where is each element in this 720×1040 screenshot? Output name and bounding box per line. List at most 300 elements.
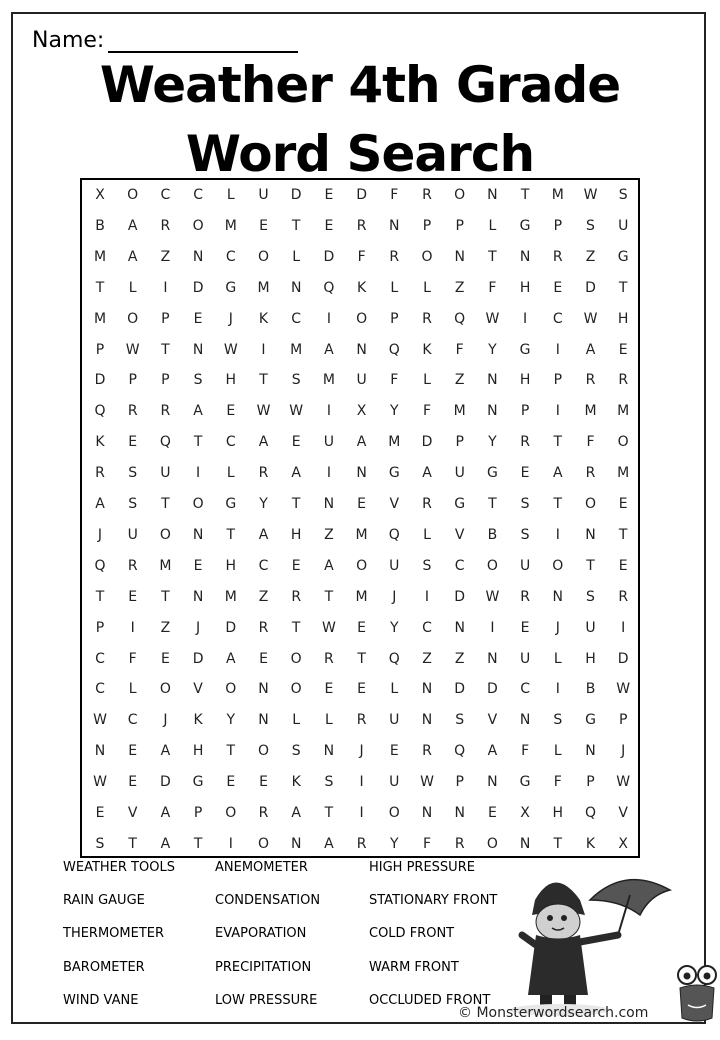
grid-letter[interactable]: R xyxy=(422,496,432,512)
grid-letter[interactable]: T xyxy=(226,526,236,543)
grid-letter[interactable]: L xyxy=(553,650,562,667)
grid-letter[interactable]: S xyxy=(455,712,465,729)
grid-letter[interactable]: N xyxy=(421,712,433,729)
grid-letter[interactable]: O xyxy=(617,434,629,451)
grid-letter[interactable]: A xyxy=(585,341,596,358)
grid-letter[interactable]: C xyxy=(552,310,563,327)
grid-letter[interactable]: A xyxy=(324,341,334,358)
grid-letter[interactable]: E xyxy=(618,341,628,358)
grid-letter[interactable]: E xyxy=(128,743,138,760)
grid-letter[interactable]: L xyxy=(226,465,235,482)
grid-letter[interactable]: T xyxy=(618,279,628,296)
grid-letter[interactable]: T xyxy=(95,279,105,296)
grid-letter[interactable]: U xyxy=(454,465,465,482)
grid-letter[interactable]: P xyxy=(553,372,563,389)
grid-letter[interactable]: U xyxy=(356,372,367,389)
grid-letter[interactable]: E xyxy=(357,619,367,636)
grid-letter[interactable]: A xyxy=(193,403,203,420)
grid-letter[interactable]: I xyxy=(326,465,331,482)
grid-letter[interactable]: H xyxy=(225,372,237,389)
grid-letter[interactable]: E xyxy=(193,310,203,327)
grid-letter[interactable]: G xyxy=(192,774,204,791)
grid-letter[interactable]: I xyxy=(130,619,135,636)
grid-letter[interactable]: K xyxy=(291,774,301,791)
grid-letter[interactable]: C xyxy=(95,681,105,698)
grid-letter[interactable]: P xyxy=(455,434,464,451)
grid-letter[interactable]: K xyxy=(193,712,203,729)
grid-letter[interactable]: N xyxy=(389,217,400,234)
grid-letter[interactable]: E xyxy=(259,774,268,791)
grid-letter[interactable]: N xyxy=(519,712,531,729)
grid-letter[interactable]: M xyxy=(257,279,270,296)
grid-letter[interactable]: S xyxy=(291,743,301,760)
grid-letter[interactable]: E xyxy=(357,496,367,512)
grid-letter[interactable]: R xyxy=(389,248,400,265)
grid-letter[interactable]: Q xyxy=(323,279,335,296)
grid-letter[interactable]: L xyxy=(488,217,497,234)
grid-letter[interactable]: S xyxy=(520,496,530,512)
grid-letter[interactable]: E xyxy=(259,217,268,234)
grid-letter[interactable]: J xyxy=(228,310,233,327)
grid-letter[interactable]: Z xyxy=(422,650,432,667)
grid-letter[interactable]: Q xyxy=(388,526,400,543)
grid-letter[interactable]: Y xyxy=(259,496,268,512)
grid-letter[interactable]: H xyxy=(290,526,302,543)
grid-letter[interactable]: Z xyxy=(454,279,465,296)
grid-letter[interactable]: D xyxy=(192,650,204,667)
grid-letter[interactable]: R xyxy=(258,465,269,482)
grid-letter[interactable]: N xyxy=(487,403,498,420)
grid-letter[interactable]: N xyxy=(94,743,106,760)
grid-letter[interactable]: O xyxy=(225,681,237,698)
grid-letter[interactable]: N xyxy=(192,341,204,358)
grid-letter[interactable]: V xyxy=(454,526,465,543)
grid-letter[interactable]: P xyxy=(390,310,399,327)
grid-letter[interactable]: N xyxy=(454,248,465,265)
grid-letter[interactable]: R xyxy=(520,434,530,451)
grid-letter[interactable]: J xyxy=(621,743,626,760)
grid-letter[interactable]: R xyxy=(356,217,367,234)
grid-letter[interactable]: R xyxy=(127,403,138,420)
grid-letter[interactable]: D xyxy=(323,248,335,265)
grid-letter[interactable]: F xyxy=(553,774,562,791)
grid-letter[interactable]: M xyxy=(355,588,368,605)
grid-letter[interactable]: A xyxy=(422,465,432,482)
grid-letter[interactable]: K xyxy=(357,279,367,296)
grid-letter[interactable]: L xyxy=(423,279,431,296)
grid-letter[interactable]: M xyxy=(322,372,335,389)
grid-letter[interactable]: F xyxy=(390,372,399,389)
grid-letter[interactable]: P xyxy=(128,372,137,389)
grid-letter[interactable]: T xyxy=(291,619,301,636)
grid-letter[interactable]: Q xyxy=(94,557,106,574)
grid-letter[interactable]: D xyxy=(94,372,106,389)
grid-letter[interactable]: L xyxy=(390,681,399,698)
grid-letter[interactable]: N xyxy=(487,372,498,389)
grid-letter[interactable]: N xyxy=(454,619,465,636)
grid-letter[interactable]: T xyxy=(161,588,170,605)
grid-letter[interactable]: D xyxy=(225,619,237,636)
grid-letter[interactable]: O xyxy=(257,743,270,760)
grid-letter[interactable]: O xyxy=(257,835,270,852)
grid-letter[interactable]: O xyxy=(127,187,139,203)
grid-letter[interactable]: R xyxy=(520,588,530,605)
grid-letter[interactable]: O xyxy=(159,681,171,698)
grid-letter[interactable]: E xyxy=(520,465,530,482)
grid-letter[interactable]: N xyxy=(421,681,433,698)
grid-letter[interactable]: G xyxy=(225,279,237,296)
name-blank-line[interactable] xyxy=(108,31,298,53)
grid-letter[interactable]: E xyxy=(487,805,497,821)
grid-letter[interactable]: V xyxy=(618,805,628,821)
grid-letter[interactable]: S xyxy=(586,217,595,234)
grid-letter[interactable]: O xyxy=(356,557,368,574)
grid-letter[interactable]: W xyxy=(583,187,598,203)
grid-letter[interactable]: A xyxy=(356,434,367,451)
grid-letter[interactable]: R xyxy=(258,619,269,636)
grid-letter[interactable]: L xyxy=(226,187,235,203)
grid-letter[interactable]: R xyxy=(454,835,465,852)
grid-letter[interactable]: P xyxy=(618,712,628,729)
grid-letter[interactable]: B xyxy=(95,217,105,234)
grid-letter[interactable]: E xyxy=(160,650,170,667)
grid-letter[interactable]: O xyxy=(192,496,204,512)
grid-letter[interactable]: O xyxy=(552,557,564,574)
grid-letter[interactable]: O xyxy=(225,805,237,821)
grid-letter[interactable]: V xyxy=(487,712,498,729)
grid-letter[interactable]: Y xyxy=(390,403,399,420)
grid-letter[interactable]: T xyxy=(488,248,497,265)
grid-letter[interactable]: I xyxy=(555,403,560,420)
grid-letter[interactable]: O xyxy=(290,681,302,698)
grid-letter[interactable]: G xyxy=(617,248,629,265)
grid-letter[interactable]: I xyxy=(424,588,430,605)
grid-letter[interactable]: N xyxy=(487,187,498,203)
grid-letter[interactable]: M xyxy=(290,341,303,358)
grid-letter[interactable]: E xyxy=(226,403,236,420)
grid-letter[interactable]: R xyxy=(160,217,171,234)
grid-letter[interactable]: W xyxy=(583,310,598,327)
grid-letter[interactable]: N xyxy=(290,835,302,852)
grid-letter[interactable]: T xyxy=(291,496,301,512)
grid-letter[interactable]: L xyxy=(324,712,333,729)
grid-letter[interactable]: T xyxy=(95,588,105,605)
grid-letter[interactable]: O xyxy=(454,187,466,203)
grid-letter[interactable]: E xyxy=(291,434,301,451)
grid-letter[interactable]: I xyxy=(490,619,495,636)
grid-letter[interactable]: I xyxy=(196,465,201,482)
grid-letter[interactable]: M xyxy=(355,526,368,543)
grid-letter[interactable]: A xyxy=(127,248,138,265)
grid-letter[interactable]: A xyxy=(95,496,105,512)
grid-letter[interactable]: N xyxy=(323,496,335,512)
grid-letter[interactable]: T xyxy=(259,372,268,389)
grid-letter[interactable]: U xyxy=(389,712,400,729)
grid-letter[interactable]: E xyxy=(226,774,236,791)
grid-letter[interactable]: C xyxy=(258,557,269,574)
grid-letter[interactable]: T xyxy=(193,434,203,451)
grid-letter[interactable]: F xyxy=(422,835,432,852)
grid-letter[interactable]: Q xyxy=(454,743,466,760)
grid-letter[interactable]: A xyxy=(160,835,171,852)
grid-letter[interactable]: W xyxy=(485,310,500,327)
grid-letter[interactable]: E xyxy=(128,434,138,451)
grid-letter[interactable]: J xyxy=(555,619,560,636)
grid-letter[interactable]: W xyxy=(289,403,304,420)
grid-letter[interactable]: U xyxy=(160,465,171,482)
grid-letter[interactable]: E xyxy=(324,681,334,698)
grid-letter[interactable]: M xyxy=(159,557,172,574)
grid-letter[interactable]: H xyxy=(519,372,531,389)
grid-letter[interactable]: N xyxy=(421,805,433,821)
grid-letter[interactable]: Y xyxy=(390,619,399,636)
grid-letter[interactable]: H xyxy=(552,805,564,821)
grid-letter[interactable]: I xyxy=(261,341,266,358)
grid-letter[interactable]: A xyxy=(160,743,171,760)
grid-letter[interactable]: R xyxy=(422,187,432,203)
grid-letter[interactable]: D xyxy=(487,681,498,698)
grid-letter[interactable]: J xyxy=(163,712,168,729)
grid-letter[interactable]: C xyxy=(520,681,530,698)
grid-letter[interactable]: C xyxy=(160,187,171,203)
grid-letter[interactable]: A xyxy=(324,557,334,574)
grid-letter[interactable]: P xyxy=(553,217,563,234)
grid-letter[interactable]: Z xyxy=(454,372,465,389)
grid-letter[interactable]: P xyxy=(193,805,203,821)
grid-letter[interactable]: Z xyxy=(324,526,334,543)
grid-letter[interactable]: T xyxy=(553,496,563,512)
grid-letter[interactable]: I xyxy=(555,681,560,698)
grid-letter[interactable]: T xyxy=(291,217,301,234)
grid-letter[interactable]: X xyxy=(95,187,105,203)
grid-letter[interactable]: P xyxy=(95,619,105,636)
grid-letter[interactable]: N xyxy=(356,341,367,358)
grid-letter[interactable]: S xyxy=(553,712,563,729)
grid-letter[interactable]: R xyxy=(422,743,432,760)
grid-letter[interactable]: A xyxy=(324,835,334,852)
grid-letter[interactable]: A xyxy=(226,650,236,667)
grid-letter[interactable]: M xyxy=(617,403,630,420)
grid-letter[interactable]: I xyxy=(326,310,331,327)
grid-letter[interactable]: W xyxy=(256,403,271,420)
grid-letter[interactable]: N xyxy=(356,465,367,482)
grid-letter[interactable]: T xyxy=(193,835,203,852)
grid-letter[interactable]: A xyxy=(127,217,138,234)
grid-letter[interactable]: E xyxy=(259,650,268,667)
grid-letter[interactable]: Z xyxy=(585,248,596,265)
grid-letter[interactable]: N xyxy=(487,774,498,791)
grid-letter[interactable]: I xyxy=(228,835,233,852)
grid-letter[interactable]: P xyxy=(455,217,464,234)
grid-letter[interactable]: R xyxy=(585,465,596,482)
grid-letter[interactable]: I xyxy=(555,341,560,358)
grid-letter[interactable]: Y xyxy=(488,341,497,358)
grid-letter[interactable]: P xyxy=(520,403,530,420)
grid-letter[interactable]: K xyxy=(422,341,432,358)
grid-letter[interactable]: R xyxy=(618,372,629,389)
grid-letter[interactable]: A xyxy=(553,465,563,482)
grid-letter[interactable]: T xyxy=(553,434,563,451)
grid-letter[interactable]: R xyxy=(258,805,269,821)
grid-letter[interactable]: S xyxy=(422,557,432,574)
grid-letter[interactable]: O xyxy=(192,217,204,234)
grid-letter[interactable]: L xyxy=(128,279,137,296)
grid-letter[interactable]: Q xyxy=(454,310,466,327)
grid-letter[interactable]: D xyxy=(617,650,629,667)
grid-letter[interactable]: P xyxy=(161,310,170,327)
grid-letter[interactable]: M xyxy=(93,310,107,327)
grid-letter[interactable]: P xyxy=(455,774,464,791)
grid-letter[interactable]: I xyxy=(326,403,331,420)
grid-letter[interactable]: R xyxy=(291,588,302,605)
grid-letter[interactable]: F xyxy=(521,743,530,760)
grid-letter[interactable]: Q xyxy=(584,805,597,821)
grid-letter[interactable]: W xyxy=(321,619,336,636)
grid-letter[interactable]: C xyxy=(422,619,432,636)
grid-letter[interactable]: E xyxy=(193,557,203,574)
grid-letter[interactable]: K xyxy=(258,310,269,327)
grid-letter[interactable]: A xyxy=(291,805,301,821)
grid-letter[interactable]: Z xyxy=(454,650,465,667)
grid-letter[interactable]: I xyxy=(163,279,168,296)
grid-letter[interactable]: T xyxy=(618,526,628,543)
grid-letter[interactable]: U xyxy=(519,557,531,574)
grid-letter[interactable]: M xyxy=(453,403,466,420)
grid-letter[interactable]: X xyxy=(520,805,530,821)
grid-letter[interactable]: T xyxy=(128,835,137,852)
grid-letter[interactable]: U xyxy=(585,619,596,636)
grid-letter[interactable]: N xyxy=(192,248,204,265)
grid-letter[interactable]: X xyxy=(356,403,367,420)
grid-letter[interactable]: N xyxy=(290,279,302,296)
grid-letter[interactable]: U xyxy=(389,774,400,791)
grid-letter[interactable]: E xyxy=(324,217,334,234)
grid-letter[interactable]: I xyxy=(523,310,528,327)
grid-letter[interactable]: M xyxy=(93,248,107,265)
grid-letter[interactable]: W xyxy=(420,774,434,791)
grid-letter[interactable]: O xyxy=(257,248,270,265)
grid-letter[interactable]: U xyxy=(323,434,335,451)
grid-letter[interactable]: W xyxy=(616,774,631,791)
grid-letter[interactable]: M xyxy=(224,588,237,605)
grid-letter[interactable]: O xyxy=(584,496,597,512)
grid-letter[interactable]: V xyxy=(389,496,400,512)
grid-letter[interactable]: R xyxy=(618,588,629,605)
grid-letter[interactable]: F xyxy=(488,279,497,296)
grid-letter[interactable]: D xyxy=(454,681,466,698)
grid-letter[interactable]: U xyxy=(519,650,531,667)
grid-letter[interactable]: H xyxy=(192,743,204,760)
grid-letter[interactable]: E xyxy=(618,496,628,512)
grid-letter[interactable]: R xyxy=(422,310,432,327)
grid-letter[interactable]: I xyxy=(555,526,560,543)
grid-letter[interactable]: B xyxy=(585,681,596,698)
grid-letter[interactable]: F xyxy=(128,650,137,667)
grid-letter[interactable]: R xyxy=(324,650,334,667)
grid-letter[interactable]: S xyxy=(586,588,595,605)
grid-letter[interactable]: P xyxy=(586,774,595,791)
grid-letter[interactable]: G xyxy=(486,465,498,482)
grid-letter[interactable]: N xyxy=(585,743,596,760)
grid-letter[interactable]: N xyxy=(258,712,269,729)
grid-letter[interactable]: W xyxy=(125,341,140,358)
grid-letter[interactable]: E xyxy=(324,187,334,203)
grid-letter[interactable]: C xyxy=(127,712,138,729)
grid-letter[interactable]: T xyxy=(586,557,595,574)
grid-letter[interactable]: G xyxy=(225,496,237,512)
grid-letter[interactable]: A xyxy=(291,465,301,482)
grid-letter[interactable]: U xyxy=(258,187,269,203)
grid-letter[interactable]: P xyxy=(161,372,170,389)
grid-letter[interactable]: E xyxy=(95,805,105,821)
grid-letter[interactable]: T xyxy=(520,187,530,203)
grid-letter[interactable]: T xyxy=(226,743,236,760)
grid-letter[interactable]: C xyxy=(225,434,236,451)
grid-letter[interactable]: S xyxy=(193,372,203,389)
grid-letter[interactable]: S xyxy=(95,835,105,852)
grid-letter[interactable]: L xyxy=(292,712,301,729)
grid-letter[interactable]: Z xyxy=(160,248,171,265)
grid-letter[interactable]: E xyxy=(520,619,530,636)
grid-letter[interactable]: K xyxy=(95,434,105,451)
grid-letter[interactable]: I xyxy=(359,774,364,791)
grid-letter[interactable]: U xyxy=(618,217,629,234)
grid-letter[interactable]: M xyxy=(617,465,630,482)
grid-letter[interactable]: O xyxy=(290,650,302,667)
grid-letter[interactable]: N xyxy=(192,588,204,605)
grid-letter[interactable]: C xyxy=(454,557,465,574)
grid-letter[interactable]: W xyxy=(485,588,500,605)
grid-letter[interactable]: Z xyxy=(160,619,171,636)
grid-letter[interactable]: X xyxy=(618,835,628,852)
grid-letter[interactable]: Y xyxy=(226,712,236,729)
grid-letter[interactable]: C xyxy=(225,248,236,265)
grid-letter[interactable]: M xyxy=(388,434,401,451)
grid-letter[interactable]: H xyxy=(225,557,237,574)
grid-letter[interactable]: G xyxy=(454,496,466,512)
grid-letter[interactable]: G xyxy=(519,341,531,358)
grid-letter[interactable]: J xyxy=(196,619,201,636)
grid-letter[interactable]: Y xyxy=(488,434,497,451)
grid-letter[interactable]: W xyxy=(223,341,238,358)
grid-letter[interactable]: T xyxy=(161,496,170,512)
grid-letter[interactable]: O xyxy=(486,835,498,852)
grid-letter[interactable]: N xyxy=(519,835,531,852)
grid-letter[interactable]: F xyxy=(390,187,399,203)
grid-letter[interactable]: N xyxy=(454,805,465,821)
grid-letter[interactable]: C xyxy=(291,310,302,327)
grid-letter[interactable]: N xyxy=(585,526,596,543)
grid-letter[interactable]: G xyxy=(388,465,400,482)
grid-letter[interactable]: I xyxy=(359,805,364,821)
grid-letter[interactable]: N xyxy=(519,248,531,265)
grid-letter[interactable]: C xyxy=(193,187,203,203)
grid-letter[interactable]: P xyxy=(95,341,105,358)
grid-letter[interactable]: Q xyxy=(94,403,106,420)
grid-letter[interactable]: T xyxy=(357,650,366,667)
grid-letter[interactable]: R xyxy=(356,712,367,729)
grid-letter[interactable]: G xyxy=(585,712,596,729)
grid-letter[interactable]: R xyxy=(95,465,105,482)
grid-letter[interactable]: G xyxy=(519,217,531,234)
grid-letter[interactable]: A xyxy=(487,743,498,760)
grid-letter[interactable]: S xyxy=(618,187,628,203)
grid-letter[interactable]: S xyxy=(291,372,301,389)
grid-letter[interactable]: W xyxy=(93,712,107,729)
grid-letter[interactable]: F xyxy=(455,341,464,358)
grid-letter[interactable]: O xyxy=(127,310,139,327)
grid-letter[interactable]: C xyxy=(95,650,105,667)
